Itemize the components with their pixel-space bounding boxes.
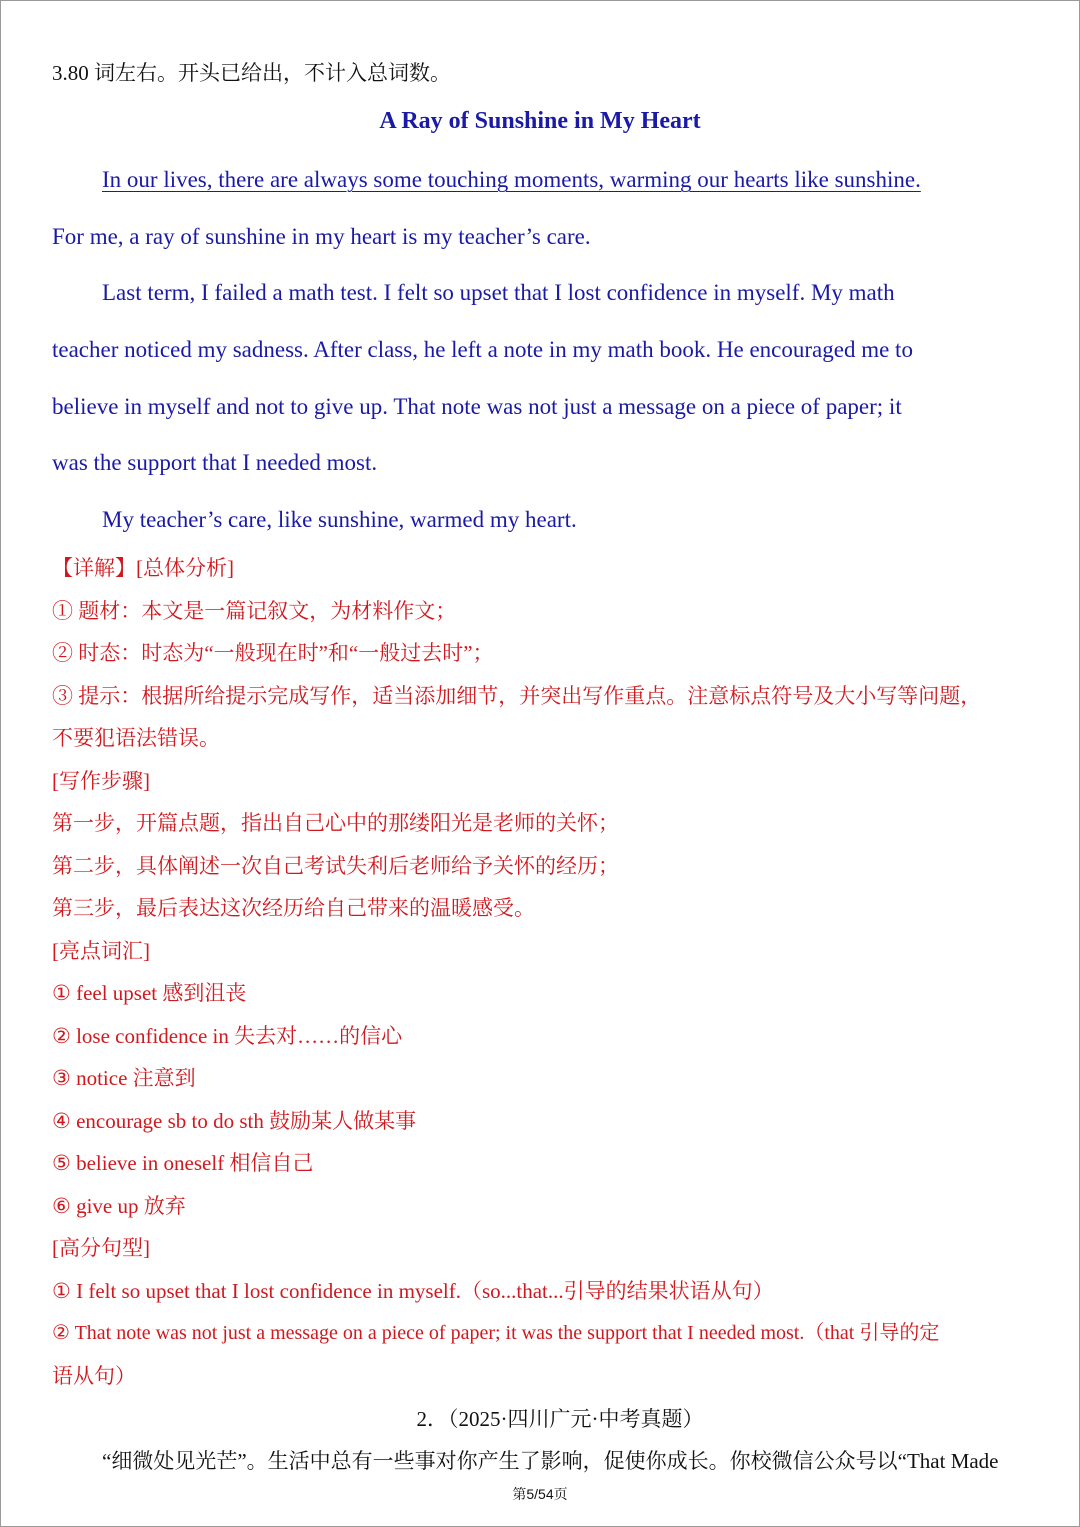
vocab-item-5: ⑤ believe in oneself 相信自己 [52,1151,314,1175]
given-opening-sentence: In our lives, there are always some touching moments, warming our hearts like sunshine. [102,167,921,192]
essay-title: A Ray of Sunshine in My Heart [379,108,701,134]
vocab-item-2: ② lose confidence in 失去对……的信心 [52,1024,403,1048]
page-number: 第5/54页 [512,1486,568,1502]
overall-item-1: ① 题材：本文是一篇记叙文，为材料作文； [52,599,457,623]
essay-line-6: was the support that I needed most. [52,450,378,475]
vocab-label: [亮点词汇] [52,939,150,963]
vocab-item-6: ⑥ give up 放弃 [52,1194,186,1218]
overall-item-3-cont: 不要犯语法错误。 [52,726,220,750]
question-2-text: “细微处见光芒”。生活中总有一些事对你产生了影响，促使你成长。你校微信公众号以“That Made [102,1449,999,1473]
vocab-item-3: ③ notice 注意到 [52,1066,196,1090]
analysis-heading [52,553,234,583]
essay-line-4: teacher noticed my sadness. After class, he left a note in my math book. He encouraged me to [52,337,913,362]
overall-label: [总体分析] [136,556,234,580]
sentence-2-cont: 语从句） [52,1364,136,1388]
overall-item-2: ② 时态：时态为“一般现在时”和“一般过去时”； [52,641,494,665]
sentence-1: ① I felt so upset that I lost confidence in myself.（so...that...引导的结果状语从句） [52,1279,774,1303]
intro-text: 3.80 词左右。开头已给出，不计入总词数。 [52,61,451,85]
essay-line-1 [102,165,921,195]
question-2-heading: 2．（2025·四川广元·中考真题） [416,1407,704,1431]
sentences-label: [高分句型] [52,1236,150,1260]
essay-line-7: My teacher’s care, like sunshine, warmed my heart. [102,507,577,532]
essay-line-5: believe in myself and not to give up. That note was not just a message on a piece of paper; it [52,394,902,419]
sentence-2: ② That note was not just a message on a piece of paper; it was the support that I needed most.（that 引导的定 [52,1322,940,1344]
vocab-item-4: ④ encourage sb to do sth 鼓励某人做某事 [52,1109,417,1133]
essay-line-2: For me, a ray of sunshine in my heart is my teacher’s care. [52,224,591,249]
vocab-item-1: ① feel upset 感到沮丧 [52,981,247,1005]
steps-label: [写作步骤] [52,769,150,793]
detail-label: 【详解】 [52,556,136,580]
overall-item-3: ③ 提示：根据所给提示完成写作，适当添加细节，并突出写作重点。注意标点符号及大小写等问题， [52,684,982,708]
step-1: 第一步，开篇点题，指出自己心中的那缕阳光是老师的关怀； [52,811,619,835]
step-2: 第二步，具体阐述一次自己考试失利后老师给予关怀的经历； [52,854,619,878]
essay-line-3: Last term, I failed a math test. I felt so upset that I lost confidence in myself. My math [102,280,895,305]
step-3: 第三步，最后表达这次经历给自己带来的温暖感受。 [52,896,535,920]
